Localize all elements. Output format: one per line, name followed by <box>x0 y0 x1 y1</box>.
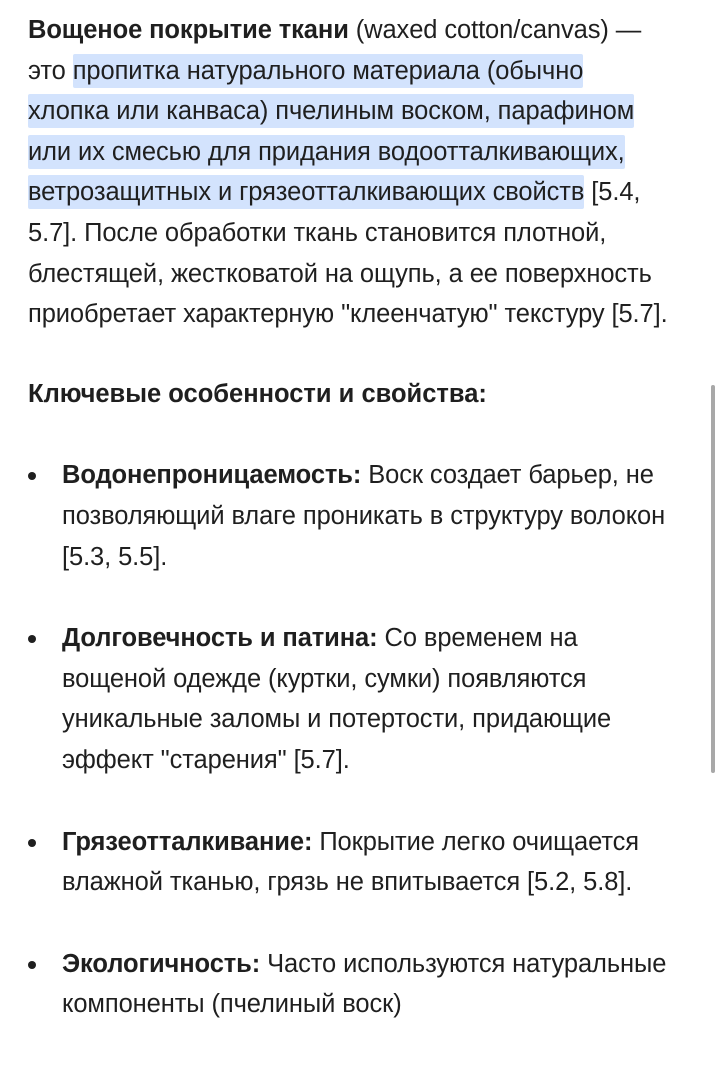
feature-title: Грязеотталкивание: <box>62 827 313 856</box>
section-heading: Ключевые особенности и свойства: <box>28 379 487 408</box>
feature-title: Экологичность: <box>62 949 261 978</box>
term-english: (waxed cotton/canvas) — это <box>28 16 642 85</box>
bullet-icon <box>28 635 36 643</box>
features-list <box>28 455 668 1025</box>
bullet-icon <box>28 961 36 969</box>
list-item <box>28 455 668 577</box>
scrollbar[interactable] <box>711 385 715 773</box>
bullet-icon <box>28 472 36 480</box>
feature-text: Со временем на вощеной одежде (куртки, сумки) появляются уникальные заломы и потертости, придающие эффект "старения" [5.7]. <box>62 624 612 774</box>
intro-rest: [5.4, 5.7]. После обработки ткань становится плотной, блестящей, жестковатой на ощупь, а ее поверхность приобретает характерную "клеенчатую" текстуру [5.7]. <box>28 178 668 329</box>
document-body <box>28 10 668 1025</box>
intro-paragraph <box>28 10 668 335</box>
list-item <box>28 944 668 1025</box>
feature-text: Покрытие легко очищается влажной тканью, грязь не впитывается [5.2, 5.8]. <box>62 827 639 897</box>
feature-text: Воск создает барьер, не позволяющий влаге проникать в структуру волокон [5.3, 5.5]. <box>62 461 666 571</box>
feature-title: Долговечность и патина: <box>62 624 378 653</box>
list-item <box>28 822 668 903</box>
bullet-icon <box>28 839 36 847</box>
list-item <box>28 618 668 780</box>
term-title: Вощеное покрытие ткани <box>28 16 349 44</box>
highlighted-definition[interactable]: пропитка натурального материала (обычно хлопка или канваса) пчелиным воском, парафином или их смесью для придания водоотталкивающих, ветрозащитных и грязеотталкивающих свойств <box>28 54 634 210</box>
feature-text: Часто используются натуральные компоненты (пчелиный воск) <box>62 949 667 1019</box>
feature-title: Водонепроницаемость: <box>62 461 362 490</box>
